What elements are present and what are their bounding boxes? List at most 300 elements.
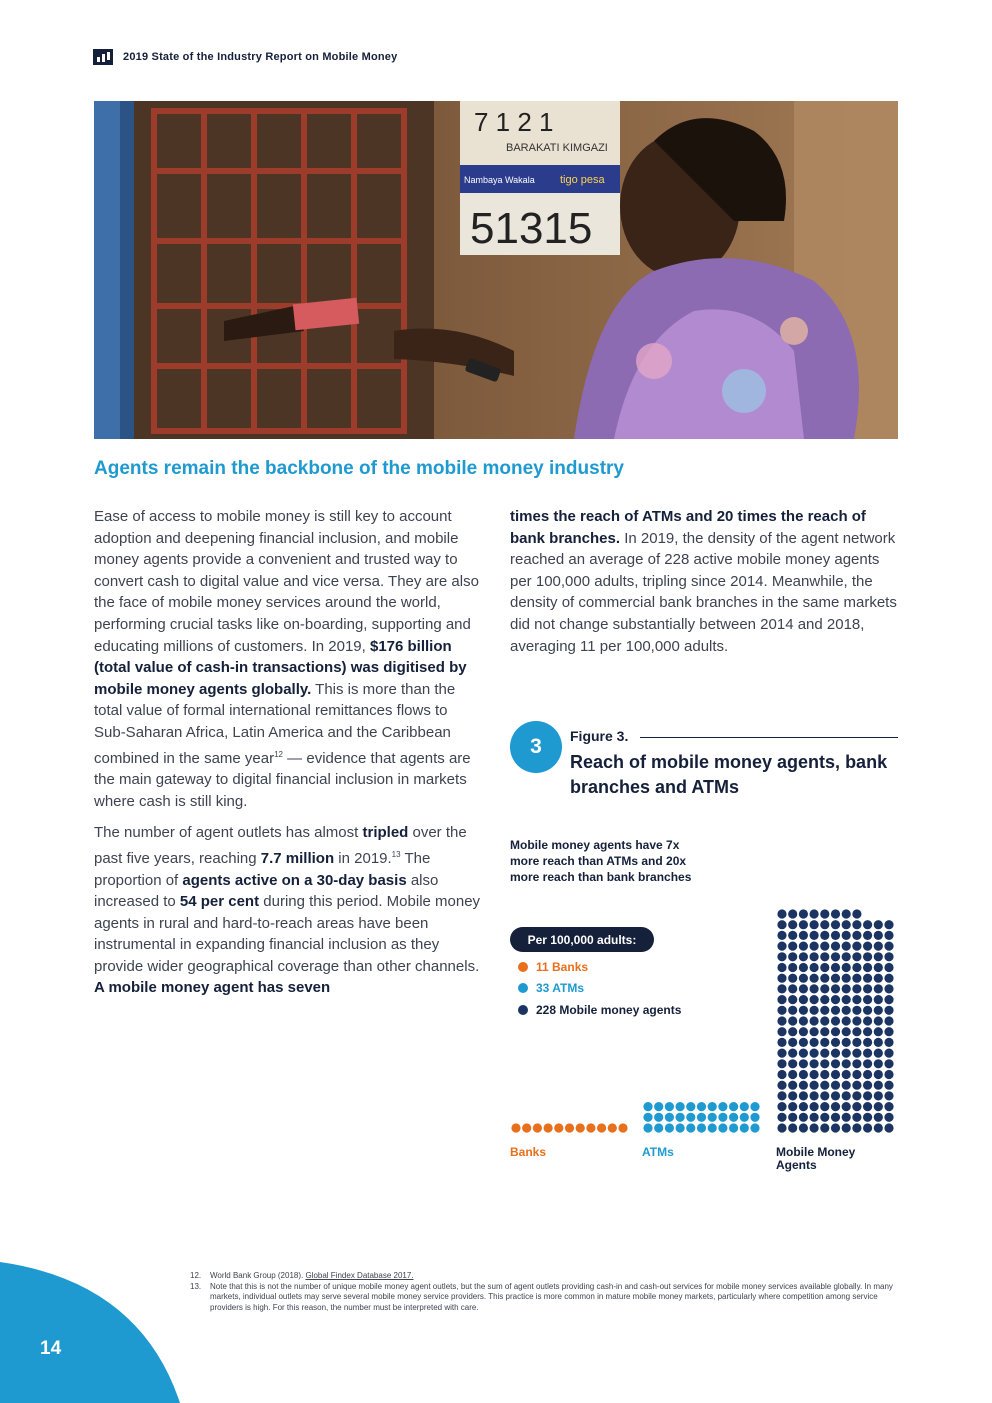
dot-atms-3 bbox=[676, 1123, 685, 1132]
dot-mobile-money-agents-70 bbox=[820, 1059, 829, 1068]
dot-mobile-money-agents-188 bbox=[788, 942, 797, 951]
dot-mobile-money-agents-175 bbox=[884, 963, 893, 972]
dot-mobile-money-agents-165 bbox=[777, 963, 786, 972]
dot-mobile-money-agents-34 bbox=[788, 1091, 797, 1100]
dot-banks-8 bbox=[597, 1123, 606, 1132]
dot-mobile-money-agents-107 bbox=[863, 1027, 872, 1036]
dot-mobile-money-agents-173 bbox=[863, 963, 872, 972]
dot-pictogram-chart bbox=[504, 832, 904, 1182]
dot-mobile-money-agents-81 bbox=[820, 1049, 829, 1058]
footnotes bbox=[190, 1271, 900, 1313]
dot-atms-7 bbox=[718, 1123, 727, 1132]
dot-mobile-money-agents-217 bbox=[863, 920, 872, 929]
dot-mobile-money-agents-67 bbox=[788, 1059, 797, 1068]
dot-banks-5 bbox=[565, 1123, 574, 1132]
dot-mobile-money-agents-139 bbox=[852, 995, 861, 1004]
dot-mobile-money-agents-8 bbox=[863, 1123, 872, 1132]
dot-mobile-money-agents-129 bbox=[863, 1006, 872, 1015]
dot-atms-8 bbox=[729, 1123, 738, 1132]
dot-atms-26 bbox=[686, 1102, 695, 1111]
dot-mobile-money-agents-111 bbox=[788, 1016, 797, 1025]
paragraph-1: Ease of access to mobile money is still key to account adoption and deepening financial inclusion, and mobile money agents provide a convenient and trusted way to convert cash to digital value and vice versa. They are also the face of mobile money services around the world, performing crucial tasks like on-boarding, supporting and educating millions of customers. In 2019, $176 billion (total value of cash-in transactions) was digitised by mobile money agents globally. This is more than the total value of formal international remittances flows to Sub-Saharan Africa, Latin America and the Caribbean combined in the same year$^{12}$ — evidence that agents are the main gateway to digital financial inclusion in markets where cash is still king. bbox=[94, 508, 479, 810]
dot-mobile-money-agents-216 bbox=[852, 920, 861, 929]
dot-mobile-money-agents-132 bbox=[777, 995, 786, 1004]
dot-mobile-money-agents-157 bbox=[810, 974, 819, 983]
dot-mobile-money-agents-176 bbox=[777, 952, 786, 961]
dot-atms-32 bbox=[750, 1102, 759, 1111]
dot-mobile-money-agents-10 bbox=[884, 1123, 893, 1132]
dot-mobile-money-agents-151 bbox=[863, 984, 872, 993]
dot-mobile-money-agents-145 bbox=[799, 984, 808, 993]
dot-mobile-money-agents-125 bbox=[820, 1006, 829, 1015]
dot-mobile-money-agents-181 bbox=[831, 952, 840, 961]
dot-mobile-money-agents-69 bbox=[810, 1059, 819, 1068]
dot-mobile-money-agents-166 bbox=[788, 963, 797, 972]
dot-mobile-money-agents-119 bbox=[874, 1016, 883, 1025]
dot-mobile-money-agents-191 bbox=[820, 942, 829, 951]
dot-mobile-money-agents-2 bbox=[799, 1123, 808, 1132]
dot-mobile-money-agents-105 bbox=[842, 1027, 851, 1036]
figure-label: Figure 3. bbox=[570, 728, 629, 744]
dot-mobile-money-agents-149 bbox=[842, 984, 851, 993]
dot-mobile-money-agents-83 bbox=[842, 1049, 851, 1058]
dot-mobile-money-agents-174 bbox=[874, 963, 883, 972]
dot-mobile-money-agents-42 bbox=[874, 1091, 883, 1100]
dot-atms-1 bbox=[654, 1123, 663, 1132]
dot-mobile-money-agents-68 bbox=[799, 1059, 808, 1068]
dot-mobile-money-agents-193 bbox=[842, 942, 851, 951]
findex-link[interactable]: Global Findex Database 2017. bbox=[305, 1271, 414, 1280]
dot-atms-20 bbox=[740, 1113, 749, 1122]
dot-mobile-money-agents-218 bbox=[874, 920, 883, 929]
dot-mobile-money-agents-13 bbox=[799, 1113, 808, 1122]
dot-mobile-money-agents-80 bbox=[810, 1049, 819, 1058]
dot-mobile-money-agents-66 bbox=[777, 1059, 786, 1068]
dot-mobile-money-agents-212 bbox=[810, 920, 819, 929]
sign-numbers-top: 7 1 2 1 bbox=[474, 107, 554, 137]
dot-mobile-money-agents-146 bbox=[810, 984, 819, 993]
dot-mobile-money-agents-29 bbox=[852, 1102, 861, 1111]
dot-mobile-money-agents-198 bbox=[777, 931, 786, 940]
dot-atms-18 bbox=[718, 1113, 727, 1122]
dot-mobile-money-agents-215 bbox=[842, 920, 851, 929]
dot-mobile-money-agents-45 bbox=[788, 1081, 797, 1090]
dot-mobile-money-agents-9 bbox=[874, 1123, 883, 1132]
dot-mobile-money-agents-78 bbox=[788, 1049, 797, 1058]
dot-mobile-money-agents-162 bbox=[863, 974, 872, 983]
dot-mobile-money-agents-106 bbox=[852, 1027, 861, 1036]
dot-mobile-money-agents-200 bbox=[799, 931, 808, 940]
dot-mobile-money-agents-73 bbox=[852, 1059, 861, 1068]
footnote-12: 12. World Bank Group (2018). Global Findex Database 2017. bbox=[190, 1271, 414, 1280]
dot-mobile-money-agents-137 bbox=[831, 995, 840, 1004]
dot-mobile-money-agents-227 bbox=[852, 909, 861, 918]
dot-mobile-money-agents-180 bbox=[820, 952, 829, 961]
dot-atms-4 bbox=[686, 1123, 695, 1132]
dot-mobile-money-agents-0 bbox=[777, 1123, 786, 1132]
page-header bbox=[93, 48, 397, 66]
paragraph-2: The number of agent outlets has almost tripled over the past five years, reaching 7.7 million in 2019.13 The proportion of agents active on a 30-day basis also increased to 54 per cent during this period. Mobile money agents in rural and hard-to-reach areas have been instrumental in expanding financial inclusion as they provide wider geographical coverage than other channels. A mobile money agent has seven bbox=[94, 824, 481, 997]
dot-mobile-money-agents-109 bbox=[884, 1027, 893, 1036]
dot-atms-23 bbox=[654, 1102, 663, 1111]
dot-mobile-money-agents-150 bbox=[852, 984, 861, 993]
dot-mobile-money-agents-121 bbox=[777, 1006, 786, 1015]
dot-mobile-money-agents-226 bbox=[842, 909, 851, 918]
dot-mobile-money-agents-59 bbox=[820, 1070, 829, 1079]
dot-mobile-money-agents-85 bbox=[863, 1049, 872, 1058]
dot-mobile-money-agents-3 bbox=[810, 1123, 819, 1132]
dot-banks-0 bbox=[511, 1123, 520, 1132]
dot-mobile-money-agents-58 bbox=[810, 1070, 819, 1079]
dot-mobile-money-agents-205 bbox=[852, 931, 861, 940]
dot-mobile-money-agents-141 bbox=[874, 995, 883, 1004]
dot-mobile-money-agents-154 bbox=[777, 974, 786, 983]
dot-mobile-money-agents-79 bbox=[799, 1049, 808, 1058]
dot-atms-15 bbox=[686, 1113, 695, 1122]
dot-mobile-money-agents-127 bbox=[842, 1006, 851, 1015]
dot-mobile-money-agents-213 bbox=[820, 920, 829, 929]
dot-mobile-money-agents-113 bbox=[810, 1016, 819, 1025]
dot-mobile-money-agents-15 bbox=[820, 1113, 829, 1122]
dot-mobile-money-agents-186 bbox=[884, 952, 893, 961]
agent-photo bbox=[94, 101, 898, 439]
dot-mobile-money-agents-190 bbox=[810, 942, 819, 951]
dot-mobile-money-agents-224 bbox=[820, 909, 829, 918]
dot-banks-9 bbox=[608, 1123, 617, 1132]
dot-mobile-money-agents-160 bbox=[842, 974, 851, 983]
dot-mobile-money-agents-40 bbox=[852, 1091, 861, 1100]
dot-mobile-money-agents-94 bbox=[842, 1038, 851, 1047]
dot-mobile-money-agents-99 bbox=[777, 1027, 786, 1036]
dot-atms-12 bbox=[654, 1113, 663, 1122]
dot-mobile-money-agents-102 bbox=[810, 1027, 819, 1036]
dot-mobile-money-agents-27 bbox=[831, 1102, 840, 1111]
dot-mobile-money-agents-140 bbox=[863, 995, 872, 1004]
footnote-13: 13. Note that this is not the number of unique mobile money agent outlets, but the sum of agent outlets providing cash-in and cash-out services for mobile money services available globally. In many markets, individual outlets may serve several mobile money service providers. This practice is more common in mature mobile money markets, particularly where competition among service providers is high. For this reason, the number must be interpreted with care. bbox=[190, 1281, 893, 1312]
dot-mobile-money-agents-187 bbox=[777, 942, 786, 951]
dot-atms-28 bbox=[708, 1102, 717, 1111]
dot-mobile-money-agents-5 bbox=[831, 1123, 840, 1132]
dot-mobile-money-agents-21 bbox=[884, 1113, 893, 1122]
figure-rule bbox=[640, 737, 898, 738]
dot-atms-21 bbox=[750, 1113, 759, 1122]
dot-mobile-money-agents-18 bbox=[852, 1113, 861, 1122]
dot-mobile-money-agents-100 bbox=[788, 1027, 797, 1036]
dot-mobile-money-agents-39 bbox=[842, 1091, 851, 1100]
dot-banks-6 bbox=[576, 1123, 585, 1132]
dot-atms-2 bbox=[665, 1123, 674, 1132]
dot-mobile-money-agents-209 bbox=[777, 920, 786, 929]
dot-mobile-money-agents-126 bbox=[831, 1006, 840, 1015]
dot-mobile-money-agents-1 bbox=[788, 1123, 797, 1132]
dot-mobile-money-agents-62 bbox=[852, 1070, 861, 1079]
dot-mobile-money-agents-44 bbox=[777, 1081, 786, 1090]
per-adults-pill: Per 100,000 adults: bbox=[510, 927, 654, 952]
dot-mobile-money-agents-14 bbox=[810, 1113, 819, 1122]
dot-mobile-money-agents-219 bbox=[884, 920, 893, 929]
dot-mobile-money-agents-36 bbox=[810, 1091, 819, 1100]
dot-atms-29 bbox=[718, 1102, 727, 1111]
dot-mobile-money-agents-211 bbox=[799, 920, 808, 929]
dot-mobile-money-agents-167 bbox=[799, 963, 808, 972]
dot-mobile-money-agents-131 bbox=[884, 1006, 893, 1015]
dot-mobile-money-agents-199 bbox=[788, 931, 797, 940]
figure-number-badge: 3 bbox=[510, 721, 562, 773]
dot-mobile-money-agents-148 bbox=[831, 984, 840, 993]
dot-mobile-money-agents-97 bbox=[874, 1038, 883, 1047]
dot-mobile-money-agents-202 bbox=[820, 931, 829, 940]
dot-mobile-money-agents-22 bbox=[777, 1102, 786, 1111]
dot-mobile-money-agents-65 bbox=[884, 1070, 893, 1079]
dot-mobile-money-agents-204 bbox=[842, 931, 851, 940]
dot-mobile-money-agents-203 bbox=[831, 931, 840, 940]
dot-mobile-money-agents-88 bbox=[777, 1038, 786, 1047]
dot-mobile-money-agents-64 bbox=[874, 1070, 883, 1079]
dot-banks-1 bbox=[522, 1123, 531, 1132]
body-column-right bbox=[510, 506, 898, 667]
legend-item-banks: 11 Banks bbox=[518, 956, 738, 978]
dot-mobile-money-agents-16 bbox=[831, 1113, 840, 1122]
dot-mobile-money-agents-54 bbox=[884, 1081, 893, 1090]
dot-mobile-money-agents-51 bbox=[852, 1081, 861, 1090]
dot-atms-31 bbox=[740, 1102, 749, 1111]
dot-mobile-money-agents-179 bbox=[810, 952, 819, 961]
dot-mobile-money-agents-182 bbox=[842, 952, 851, 961]
dot-mobile-money-agents-172 bbox=[852, 963, 861, 972]
dot-mobile-money-agents-71 bbox=[831, 1059, 840, 1068]
dot-mobile-money-agents-50 bbox=[842, 1081, 851, 1090]
dot-mobile-money-agents-170 bbox=[831, 963, 840, 972]
dot-mobile-money-agents-35 bbox=[799, 1091, 808, 1100]
dot-mobile-money-agents-147 bbox=[820, 984, 829, 993]
dot-mobile-money-agents-152 bbox=[874, 984, 883, 993]
dot-mobile-money-agents-158 bbox=[820, 974, 829, 983]
dot-mobile-money-agents-90 bbox=[799, 1038, 808, 1047]
dot-mobile-money-agents-33 bbox=[777, 1091, 786, 1100]
dot-atms-19 bbox=[729, 1113, 738, 1122]
dot-mobile-money-agents-206 bbox=[863, 931, 872, 940]
category-label-mobile-money-agents: Mobile Money Agents bbox=[776, 1145, 856, 1172]
dot-atms-25 bbox=[676, 1102, 685, 1111]
figure-title: Reach of mobile money agents, bank branches and ATMs bbox=[570, 752, 888, 797]
dot-mobile-money-agents-48 bbox=[820, 1081, 829, 1090]
dot-mobile-money-agents-112 bbox=[799, 1016, 808, 1025]
sign-brand: tigo pesa bbox=[560, 174, 605, 186]
dot-mobile-money-agents-196 bbox=[874, 942, 883, 951]
dot-atms-24 bbox=[665, 1102, 674, 1111]
dot-atms-27 bbox=[697, 1102, 706, 1111]
dot-mobile-money-agents-82 bbox=[831, 1049, 840, 1058]
dot-atms-22 bbox=[643, 1102, 652, 1111]
dot-banks-4 bbox=[554, 1123, 563, 1132]
dot-mobile-money-agents-214 bbox=[831, 920, 840, 929]
dot-atms-0 bbox=[643, 1123, 652, 1132]
dot-mobile-money-agents-122 bbox=[788, 1006, 797, 1015]
dot-mobile-money-agents-130 bbox=[874, 1006, 883, 1015]
dot-mobile-money-agents-19 bbox=[863, 1113, 872, 1122]
dot-atms-17 bbox=[708, 1113, 717, 1122]
paragraph-3: times the reach of ATMs and 20 times the reach of bank branches. In 2019, the density of the agent network reached an average of 228 active mobile money agents per 100,000 adults, tripling since 2014. Meanwhile, the density of commercial bank branches in the same markets did not change substantially between 2014 and 2018, averaging 11 per 100,000 adults. bbox=[510, 508, 897, 655]
dot-mobile-money-agents-108 bbox=[874, 1027, 883, 1036]
dot-mobile-money-agents-28 bbox=[842, 1102, 851, 1111]
dot-mobile-money-agents-92 bbox=[820, 1038, 829, 1047]
dot-mobile-money-agents-201 bbox=[810, 931, 819, 940]
dot-banks-7 bbox=[586, 1123, 595, 1132]
dot-atms-5 bbox=[697, 1123, 706, 1132]
dot-mobile-money-agents-177 bbox=[788, 952, 797, 961]
dot-mobile-money-agents-136 bbox=[820, 995, 829, 1004]
dot-mobile-money-agents-185 bbox=[874, 952, 883, 961]
dot-mobile-money-agents-91 bbox=[810, 1038, 819, 1047]
dot-mobile-money-agents-25 bbox=[810, 1102, 819, 1111]
dot-mobile-money-agents-4 bbox=[820, 1123, 829, 1132]
dot-mobile-money-agents-120 bbox=[884, 1016, 893, 1025]
dot-mobile-money-agents-57 bbox=[799, 1070, 808, 1079]
dot-mobile-money-agents-104 bbox=[831, 1027, 840, 1036]
dot-mobile-money-agents-197 bbox=[884, 942, 893, 951]
dot-mobile-money-agents-220 bbox=[777, 909, 786, 918]
dot-mobile-money-agents-135 bbox=[810, 995, 819, 1004]
dot-mobile-money-agents-164 bbox=[884, 974, 893, 983]
dot-mobile-money-agents-77 bbox=[777, 1049, 786, 1058]
dot-mobile-money-agents-222 bbox=[799, 909, 808, 918]
dot-mobile-money-agents-117 bbox=[852, 1016, 861, 1025]
dot-atms-6 bbox=[708, 1123, 717, 1132]
dot-atms-9 bbox=[740, 1123, 749, 1132]
dot-mobile-money-agents-24 bbox=[799, 1102, 808, 1111]
dot-atms-16 bbox=[697, 1113, 706, 1122]
category-label-atms: ATMs bbox=[642, 1145, 674, 1159]
dot-mobile-money-agents-84 bbox=[852, 1049, 861, 1058]
page-number: 14 bbox=[40, 1338, 62, 1359]
dot-mobile-money-agents-47 bbox=[810, 1081, 819, 1090]
dot-mobile-money-agents-43 bbox=[884, 1091, 893, 1100]
dot-mobile-money-agents-6 bbox=[842, 1123, 851, 1132]
dot-mobile-money-agents-134 bbox=[799, 995, 808, 1004]
dot-mobile-money-agents-169 bbox=[820, 963, 829, 972]
dot-mobile-money-agents-155 bbox=[788, 974, 797, 983]
dot-atms-10 bbox=[750, 1123, 759, 1132]
dot-mobile-money-agents-46 bbox=[799, 1081, 808, 1090]
dot-mobile-money-agents-114 bbox=[820, 1016, 829, 1025]
dot-mobile-money-agents-17 bbox=[842, 1113, 851, 1122]
dot-mobile-money-agents-195 bbox=[863, 942, 872, 951]
dot-mobile-money-agents-61 bbox=[842, 1070, 851, 1079]
dot-mobile-money-agents-118 bbox=[863, 1016, 872, 1025]
dot-mobile-money-agents-96 bbox=[863, 1038, 872, 1047]
dot-mobile-money-agents-12 bbox=[788, 1113, 797, 1122]
dot-mobile-money-agents-53 bbox=[874, 1081, 883, 1090]
dot-mobile-money-agents-207 bbox=[874, 931, 883, 940]
dot-atms-13 bbox=[665, 1113, 674, 1122]
dot-mobile-money-agents-194 bbox=[852, 942, 861, 951]
dot-atms-14 bbox=[676, 1113, 685, 1122]
dot-mobile-money-agents-76 bbox=[884, 1059, 893, 1068]
category-label-banks: Banks bbox=[510, 1145, 547, 1159]
dot-mobile-money-agents-123 bbox=[799, 1006, 808, 1015]
dot-mobile-money-agents-124 bbox=[810, 1006, 819, 1015]
dot-mobile-money-agents-87 bbox=[884, 1049, 893, 1058]
dot-banks-10 bbox=[618, 1123, 627, 1132]
header-title: 2019 State of the Industry Report on Mobile Money bbox=[123, 51, 398, 63]
dot-mobile-money-agents-95 bbox=[852, 1038, 861, 1047]
dot-mobile-money-agents-41 bbox=[863, 1091, 872, 1100]
dot-mobile-money-agents-143 bbox=[777, 984, 786, 993]
dot-mobile-money-agents-30 bbox=[863, 1102, 872, 1111]
dot-mobile-money-agents-110 bbox=[777, 1016, 786, 1025]
dot-mobile-money-agents-138 bbox=[842, 995, 851, 1004]
figure-description: Mobile money agents have 7x more reach than ATMs and 20x more reach than bank branches bbox=[510, 838, 692, 884]
dot-mobile-money-agents-49 bbox=[831, 1081, 840, 1090]
dot-mobile-money-agents-142 bbox=[884, 995, 893, 1004]
dot-mobile-money-agents-116 bbox=[842, 1016, 851, 1025]
sign-number: 51315 bbox=[470, 204, 593, 253]
dot-mobile-money-agents-72 bbox=[842, 1059, 851, 1068]
dot-mobile-money-agents-26 bbox=[820, 1102, 829, 1111]
report-logo-icon bbox=[93, 49, 113, 65]
dot-mobile-money-agents-183 bbox=[852, 952, 861, 961]
dot-mobile-money-agents-74 bbox=[863, 1059, 872, 1068]
dot-mobile-money-agents-163 bbox=[874, 974, 883, 983]
dot-mobile-money-agents-56 bbox=[788, 1070, 797, 1079]
dot-mobile-money-agents-32 bbox=[884, 1102, 893, 1111]
dot-mobile-money-agents-103 bbox=[820, 1027, 829, 1036]
sign-name: BARAKATI KIMGAZI bbox=[506, 142, 608, 154]
dot-mobile-money-agents-171 bbox=[842, 963, 851, 972]
dot-mobile-money-agents-115 bbox=[831, 1016, 840, 1025]
agent-photo-illustration bbox=[94, 101, 898, 439]
dot-mobile-money-agents-93 bbox=[831, 1038, 840, 1047]
dot-mobile-money-agents-221 bbox=[788, 909, 797, 918]
dot-mobile-money-agents-161 bbox=[852, 974, 861, 983]
dot-mobile-money-agents-75 bbox=[874, 1059, 883, 1068]
dot-banks-2 bbox=[533, 1123, 542, 1132]
section-heading: Agents remain the backbone of the mobile money industry bbox=[94, 458, 624, 479]
dot-mobile-money-agents-159 bbox=[831, 974, 840, 983]
dot-atms-11 bbox=[643, 1113, 652, 1122]
dot-mobile-money-agents-86 bbox=[874, 1049, 883, 1058]
body-column-left bbox=[94, 506, 482, 1009]
dot-mobile-money-agents-128 bbox=[852, 1006, 861, 1015]
dot-mobile-money-agents-11 bbox=[777, 1113, 786, 1122]
dot-mobile-money-agents-225 bbox=[831, 909, 840, 918]
dot-mobile-money-agents-52 bbox=[863, 1081, 872, 1090]
legend-item-agents: 228 Mobile money agents bbox=[518, 999, 738, 1021]
dot-mobile-money-agents-89 bbox=[788, 1038, 797, 1047]
legend-item-atms: 33 ATMs bbox=[518, 978, 738, 1000]
dot-mobile-money-agents-98 bbox=[884, 1038, 893, 1047]
dot-mobile-money-agents-37 bbox=[820, 1091, 829, 1100]
dot-mobile-money-agents-156 bbox=[799, 974, 808, 983]
dot-mobile-money-agents-38 bbox=[831, 1091, 840, 1100]
dot-mobile-money-agents-63 bbox=[863, 1070, 872, 1079]
dot-mobile-money-agents-7 bbox=[852, 1123, 861, 1132]
dot-mobile-money-agents-60 bbox=[831, 1070, 840, 1079]
dot-mobile-money-agents-223 bbox=[810, 909, 819, 918]
dot-mobile-money-agents-153 bbox=[884, 984, 893, 993]
dot-mobile-money-agents-178 bbox=[799, 952, 808, 961]
dot-banks-3 bbox=[544, 1123, 553, 1132]
dot-mobile-money-agents-189 bbox=[799, 942, 808, 951]
dot-mobile-money-agents-55 bbox=[777, 1070, 786, 1079]
dot-mobile-money-agents-133 bbox=[788, 995, 797, 1004]
dot-mobile-money-agents-101 bbox=[799, 1027, 808, 1036]
dot-mobile-money-agents-192 bbox=[831, 942, 840, 951]
dot-mobile-money-agents-184 bbox=[863, 952, 872, 961]
dot-mobile-money-agents-31 bbox=[874, 1102, 883, 1111]
dot-mobile-money-agents-20 bbox=[874, 1113, 883, 1122]
page-corner-shape bbox=[0, 1262, 180, 1403]
